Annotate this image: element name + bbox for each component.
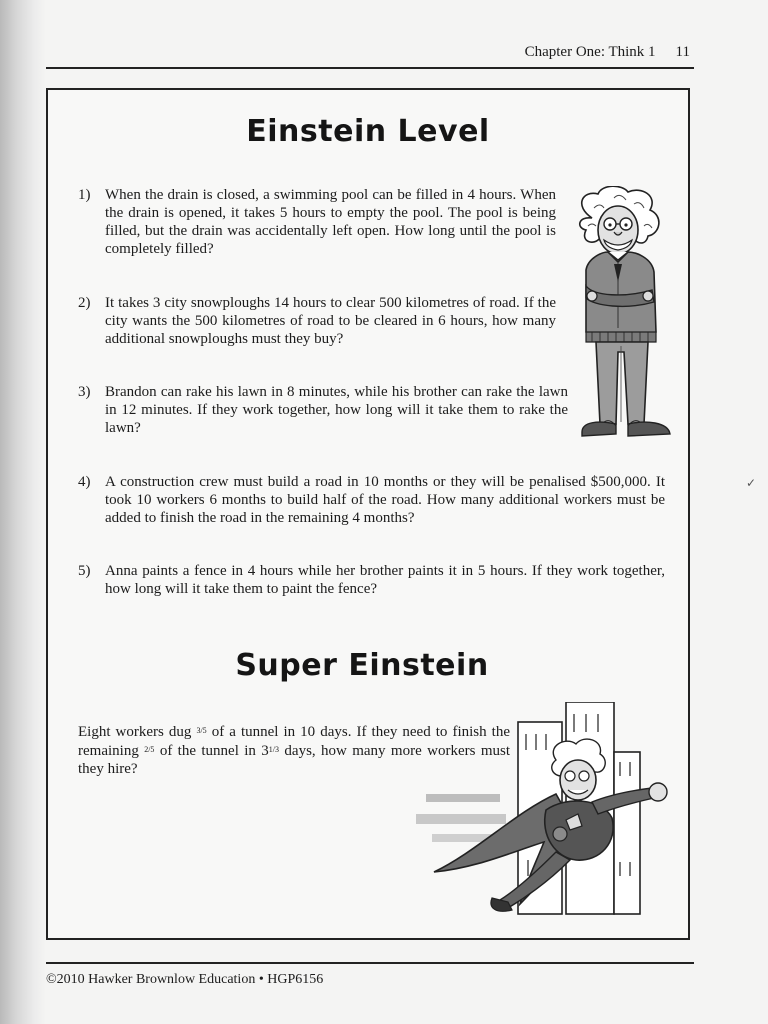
page-binding-shadow	[0, 0, 46, 1024]
page-footer: ©2010 Hawker Brownlow Education • HGP6156	[46, 972, 324, 987]
worksheet-box	[46, 88, 690, 940]
question-text: When the drain is closed, a swimming pool can be filled in 4 hours. When the drain is opened, it takes 5 hours to empty the pool. The pool is being filled, but the drain was accidentally left open. How long until the pool is completely filled?	[105, 187, 556, 257]
page-number: 11	[675, 44, 690, 60]
header-text	[525, 44, 690, 61]
footer-rule	[46, 962, 694, 964]
scan-mark: ✓	[746, 476, 757, 490]
super-einstein-title: Super Einstein	[235, 648, 489, 683]
einstein-level-title: Einstein Level	[246, 114, 490, 149]
question-number: 4)	[78, 474, 91, 490]
question-text-part: of a tunnel in 10 days. If they need to finish the remaining	[78, 724, 510, 759]
cartoon-einstein-standing-icon	[564, 186, 676, 448]
question-number: 3)	[78, 384, 91, 400]
question-text: Brandon can rake his lawn in 8 minutes, while his brother can rake the lawn in 12 minutes. If they work together, how long will it take them to rake the lawn?	[105, 384, 568, 436]
question-text: It takes 3 city snowploughs 14 hours to clear 500 kilometres of road. If the city wants the 500 kilometres of road to be cleared in 6 hours, how many additional snowploughs must they buy?	[105, 295, 556, 347]
fraction: 3/5	[196, 726, 207, 735]
question-text-part: days, how many more workers must they hire?	[78, 743, 510, 777]
header-rule	[46, 67, 694, 69]
question-text-part: Eight workers dug	[78, 724, 197, 740]
question-number: 1)	[78, 187, 91, 203]
question-text: Anna paints a fence in 4 hours while her brother paints it in 5 hours. If they work together, how long will it take them to paint the fence?	[105, 563, 665, 597]
question-number: 5)	[78, 563, 91, 579]
cartoon-super-einstein-flying-icon	[416, 702, 678, 924]
page-header	[46, 44, 694, 66]
question-text: A construction crew must build a road in 10 months or they will be penalised $500,000. It took 10 workers 6 months to build half of the road. How many additional workers must be added to finish the road in the remaining 4 months?	[105, 474, 665, 526]
fraction: 1/3	[268, 745, 280, 754]
question-number: 2)	[78, 295, 91, 311]
fraction: 2/5	[144, 745, 155, 754]
chapter-title: Chapter One: Think 1	[524, 44, 656, 60]
question-text-part: of the tunnel in 3	[154, 743, 269, 759]
